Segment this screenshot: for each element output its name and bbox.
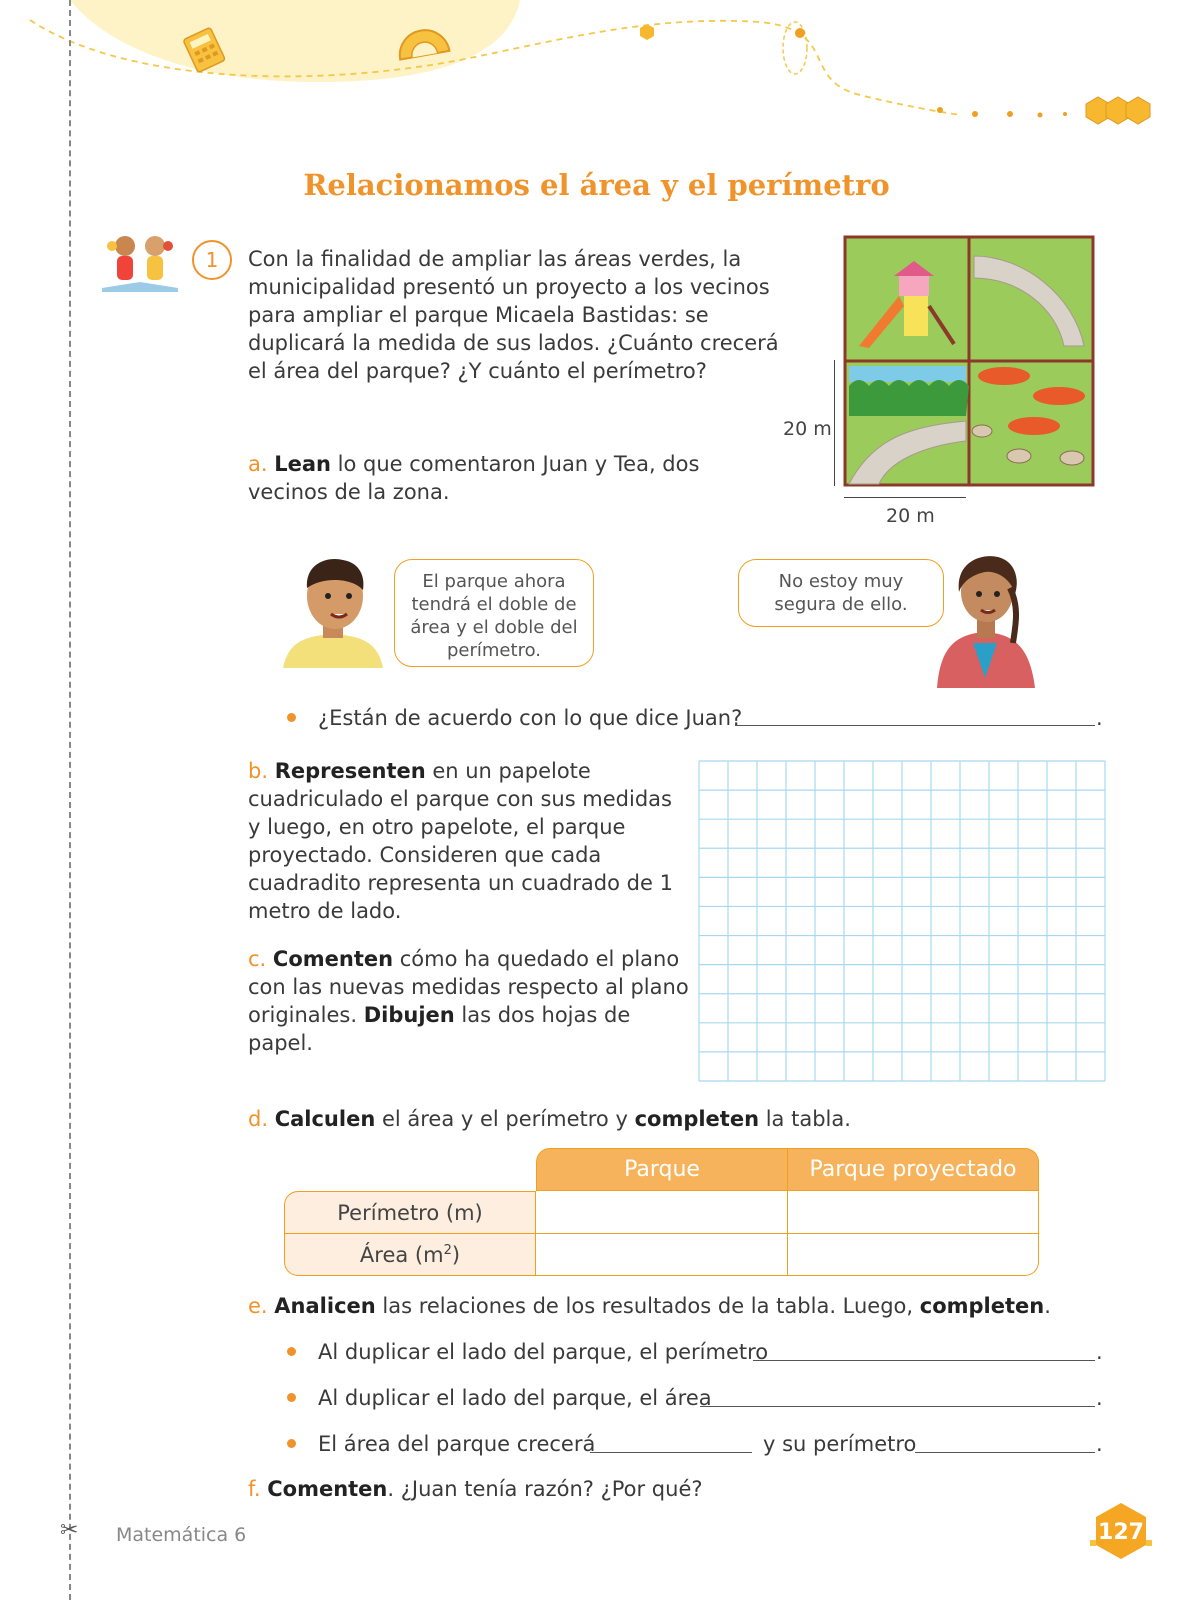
- item-c: [248, 945, 698, 1057]
- problem-statement: Con la finalidad de ampliar las áreas verdes, la municipalidad presentó un proyecto a los vecinos para ampliar el parque Micaela Bastidas: se duplicará la medida de sus lados. ¿Cuánto crecerá el área del parque? ¿Y cuánto el perímetro?: [248, 247, 779, 383]
- cell-perimetro-parque[interactable]: [536, 1191, 788, 1234]
- answer-line-e3a[interactable]: [590, 1452, 752, 1453]
- area-exponent: 2: [443, 1242, 452, 1258]
- answer-line-a[interactable]: [735, 725, 1095, 726]
- activity-number: 1: [192, 240, 232, 280]
- item-e-text: las relaciones de los resultados de la tabla. Luego,: [375, 1294, 920, 1318]
- item-a: [248, 450, 708, 506]
- item-a-verb: Lean: [274, 452, 331, 476]
- item-d-verb2: completen: [634, 1107, 760, 1131]
- header-decoration: [0, 0, 1193, 140]
- item-d-letter: d.: [248, 1107, 269, 1131]
- item-a-letter: a.: [248, 452, 268, 476]
- item-d-verb: Calculen: [274, 1107, 376, 1131]
- question-a: ¿Están de acuerdo con lo que dice Juan?: [318, 706, 743, 730]
- item-a-text: lo que comentaron Juan y Tea, dos vecinos de la zona.: [248, 452, 700, 504]
- drawing-grid[interactable]: [698, 760, 1106, 1082]
- item-c-verb: Comenten: [272, 947, 394, 971]
- bullet: [287, 713, 296, 722]
- item-d-text2: la tabla.: [759, 1107, 851, 1131]
- item-c-letter: c.: [248, 947, 267, 971]
- item-b-verb: Representen: [274, 759, 426, 783]
- bullet: [287, 1347, 296, 1356]
- answer-line-e2[interactable]: [700, 1406, 1095, 1407]
- tea-illustration: [935, 548, 1040, 693]
- cell-area-parque[interactable]: [536, 1234, 788, 1276]
- bullet-e3-mid: y su perímetro: [763, 1432, 917, 1456]
- scissors-icon: ✂: [60, 1518, 79, 1543]
- juan-speech-bubble: [394, 559, 594, 667]
- tea-speech-text: No estoy muy segura de ello.: [774, 571, 908, 615]
- book-name: Matemática 6: [116, 1524, 247, 1546]
- dimension-line-vertical: [834, 360, 835, 486]
- item-e-verb: Analicen: [274, 1294, 376, 1318]
- juan-speech-text: El parque ahora tendrá el doble de área y el doble del perímetro.: [410, 571, 578, 661]
- header-parque: Parque: [536, 1148, 788, 1191]
- table-corner: [284, 1148, 536, 1191]
- period: .: [1096, 1340, 1103, 1364]
- row-label-area: [284, 1234, 536, 1276]
- item-b: [248, 757, 688, 925]
- page-title: Relacionamos el área y el perímetro: [303, 168, 890, 202]
- bullet-e1: Al duplicar el lado del parque, el perímetro: [318, 1340, 769, 1364]
- item-c-verb2: Dibujen: [363, 1003, 455, 1027]
- item-f-text: . ¿Juan tenía razón? ¿Por qué?: [387, 1477, 703, 1501]
- item-e-letter: e.: [248, 1294, 268, 1318]
- page-number-badge: [1088, 1500, 1144, 1550]
- item-b-text: en un papelote cuadriculado el parque con sus medidas y luego, en otro papelote, el parque proyectado. Consideren que cada cuadradito representa un cuadrado de 1 metro de lado.: [248, 759, 673, 923]
- period: .: [1096, 1386, 1103, 1410]
- bullet-e3: El área del parque crecerá: [318, 1432, 596, 1456]
- park-bottom-label: 20 m: [886, 505, 935, 527]
- item-f: [248, 1475, 703, 1503]
- park-side-label: 20 m: [783, 418, 832, 440]
- cut-line: [69, 0, 71, 1600]
- item-f-verb: Comenten: [267, 1477, 388, 1501]
- answer-line-e3b[interactable]: [915, 1452, 1095, 1453]
- item-e-text2: .: [1044, 1294, 1051, 1318]
- bullet: [287, 1393, 296, 1402]
- cell-area-proyectado[interactable]: [788, 1234, 1039, 1276]
- header-parque-proyectado: Parque proyectado: [788, 1148, 1039, 1191]
- answer-line-e1[interactable]: [753, 1360, 1095, 1361]
- cubes-icon: [1086, 97, 1150, 124]
- tea-speech-bubble: [738, 559, 944, 627]
- item-c-text2: las dos hojas de papel.: [248, 1003, 631, 1055]
- group-work-icon: [100, 232, 180, 294]
- page-number: 127: [1098, 1520, 1144, 1545]
- period: .: [1096, 1432, 1103, 1456]
- item-d-text: el área y el perímetro y: [375, 1107, 635, 1131]
- item-b-letter: b.: [248, 759, 269, 783]
- cube-icon: [640, 24, 654, 40]
- item-f-letter: f.: [248, 1477, 261, 1501]
- period: .: [1096, 706, 1103, 730]
- cell-perimetro-proyectado[interactable]: [788, 1191, 1039, 1234]
- item-e-verb2: completen: [919, 1294, 1045, 1318]
- item-e: [248, 1292, 1051, 1320]
- area-label-text: Área (m: [359, 1242, 444, 1267]
- bullet-e2: Al duplicar el lado del parque, el área: [318, 1386, 712, 1410]
- spiral-decoration: [783, 22, 807, 74]
- park-illustration: [844, 236, 1094, 488]
- dimension-line-horizontal: [844, 497, 966, 498]
- row-label-perimetro: Perímetro (m): [284, 1191, 536, 1234]
- juan-illustration: [283, 548, 388, 668]
- item-d: [248, 1105, 851, 1133]
- results-table: [284, 1148, 1039, 1276]
- area-label-close: ): [451, 1242, 461, 1267]
- bullet: [287, 1439, 296, 1448]
- item-c-text: cómo ha quedado el plano con las nuevas medidas respecto al plano originales.: [248, 947, 689, 1027]
